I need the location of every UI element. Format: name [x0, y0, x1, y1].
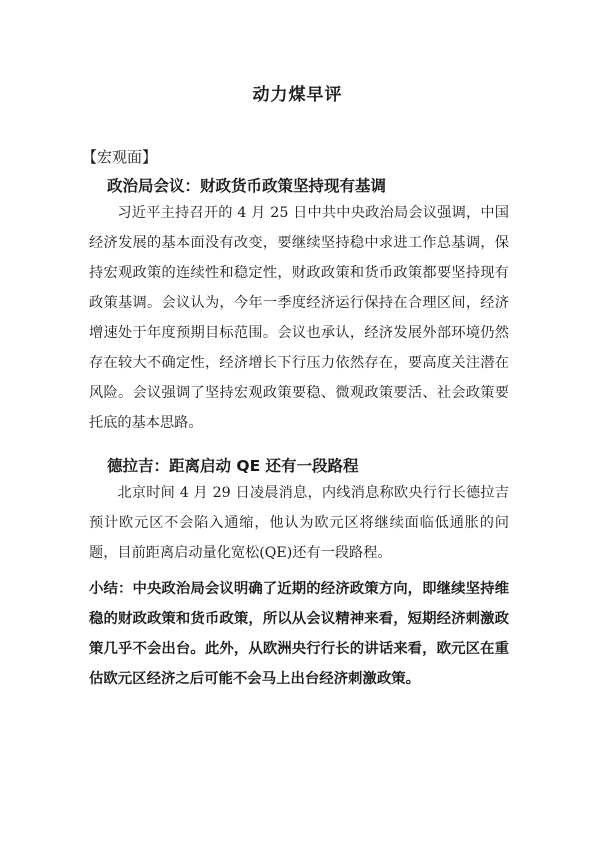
- news-heading-draghi: 德拉吉：距离启动 QE 还有一段路程: [107, 457, 359, 475]
- page-title: 动力煤早评: [252, 85, 343, 105]
- news-heading-politburo: 政治局会议：财政货币政策坚持现有基调: [107, 177, 387, 195]
- news-body-politburo: 习近平主持召开的 4 月 25 日中共中央政治局会议强调，中国经济发展的基本面没有改变，要继续坚持稳中求进工作总基调，保持宏观政策的连续性和稳定性，财政政策和货币政策都要坚持现有政策基调。会议认为，今年一季度经济运行保持在合理区间，经济增速处于年度预期目标范围。会议也承认，经济发展外部环境仍然存在较大不确定性，经济增长下行压力依然存在，要高度关注潜在风险。会议强调了坚持宏观政策要稳、微观政策要活、社会政策要托底的基本思路。: [89, 205, 509, 431]
- section-label: 【宏观面】: [82, 148, 158, 166]
- news-body-draghi: 北京时间 4 月 29 日凌晨消息，内线消息称欧央行行长德拉吉预计欧元区不会陷入通缩，他认为欧元区将继续面临低通胀的问题，目前距离启动量化宽松(QE)还有一段路程。: [89, 485, 509, 561]
- summary-paragraph: 小结：中央政治局会议明确了近期的经济政策方向，即继续坚持维稳的财政政策和货币政策，所以从会议精神来看，短期经济刺激政策几乎不会出台。此外，从欧洲央行行长的讲话来看，欧元区在重估欧元区经济之后可能不会马上出台经济刺激政策。: [89, 581, 509, 687]
